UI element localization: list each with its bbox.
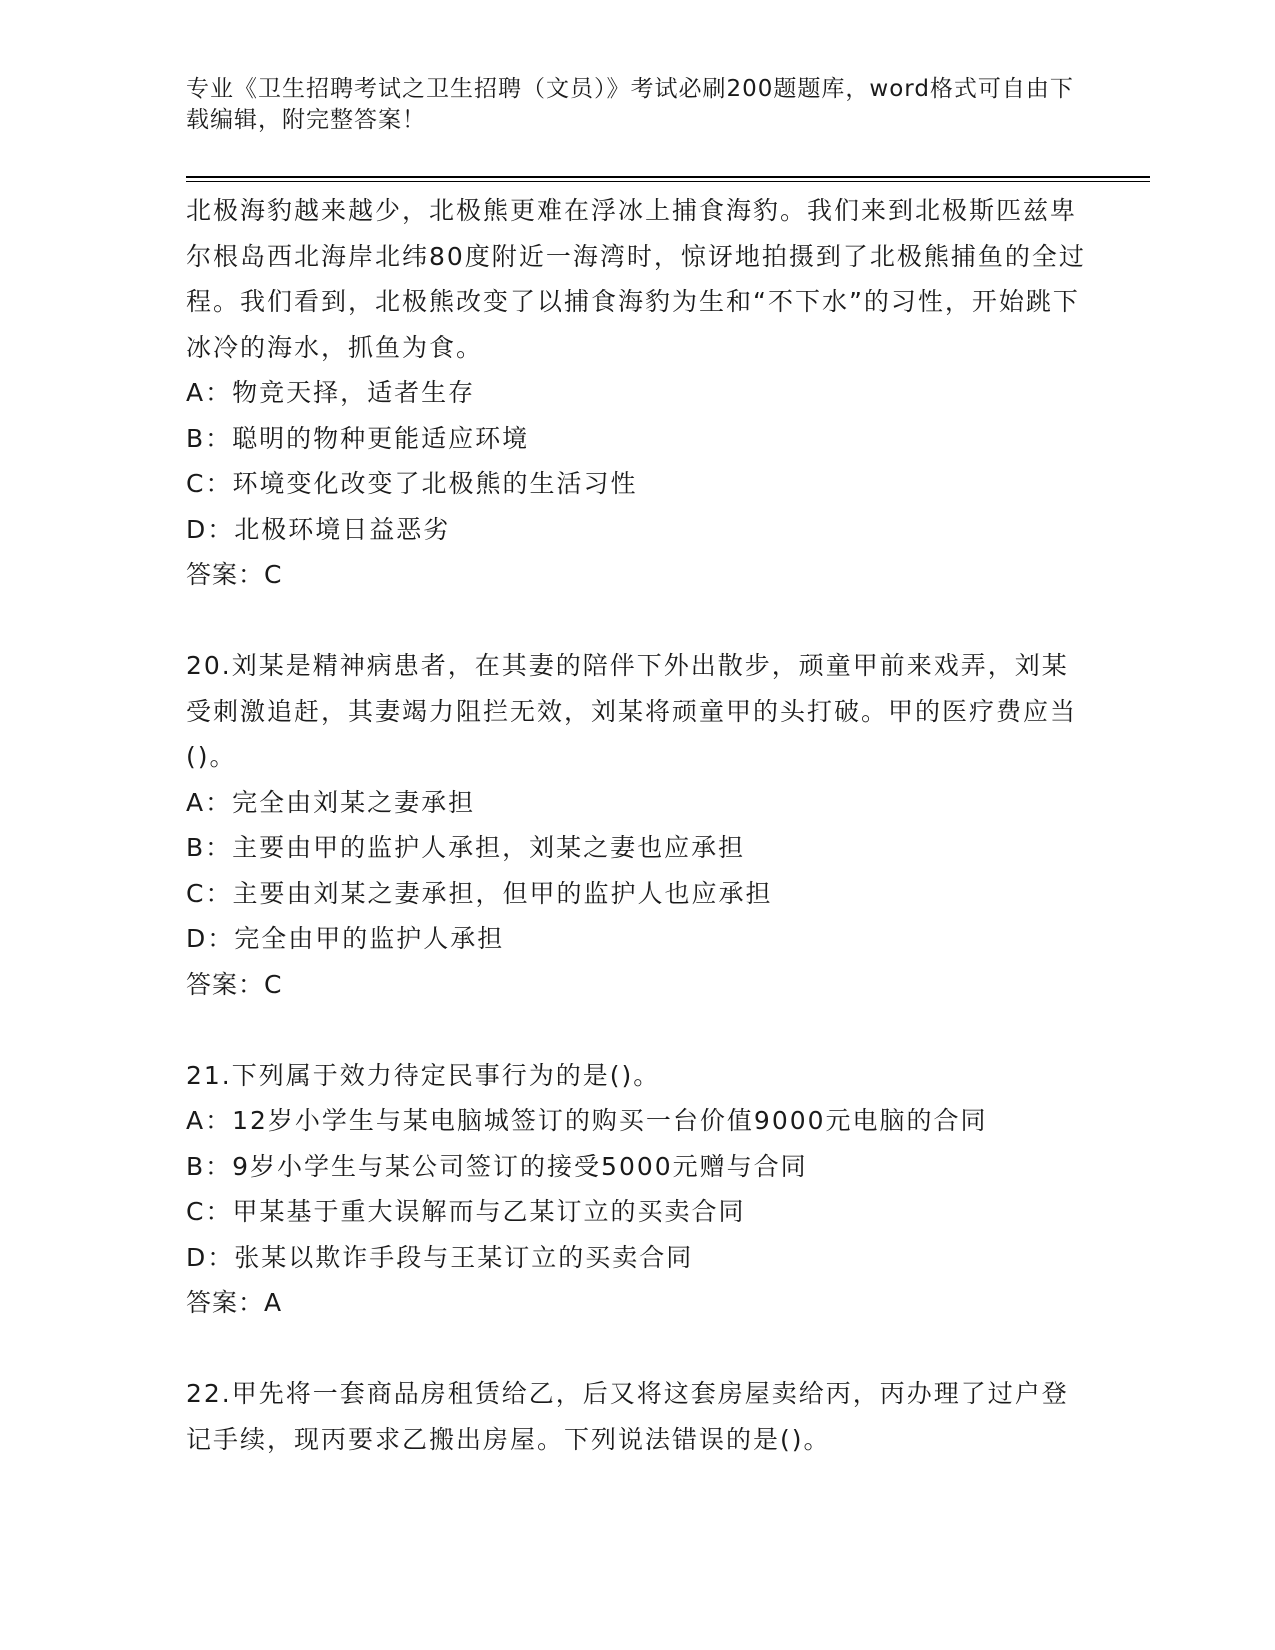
option-a: A：完全由刘某之妻承担 — [186, 787, 476, 817]
option-b: B：聪明的物种更能适应环境 — [186, 423, 530, 453]
option-c: C：环境变化改变了北极熊的生活习性 — [186, 469, 638, 498]
option-d: D：北极环境日益恶劣 — [186, 514, 451, 544]
question-stem: 20.刘某是精神病患者，在其妻的陪伴下外出散步，顽童甲前来戏弄，刘某受刺激追赶，其妻竭力阻拦无效，刘某将顽童甲的头打破。甲的医疗费应当()。 — [186, 651, 1078, 771]
option-b: B：主要由甲的监护人承担，刘某之妻也应承担 — [186, 833, 746, 862]
answer-line: 答案：C — [186, 969, 283, 999]
document-header: 专业《卫生招聘考试之卫生招聘（文员）》考试必刷200题题库，word格式可自由下载编辑，附完整答案！ — [186, 76, 1074, 133]
option-d: D：完全由甲的监护人承担 — [186, 924, 505, 953]
question-block — [186, 188, 1086, 598]
question-block — [186, 1371, 1086, 1462]
option-c: C：甲某基于重大误解而与乙某订立的买卖合同 — [186, 1197, 746, 1226]
option-a: A：12岁小学生与某电脑城签订的购买一台价值9000元电脑的合同 — [186, 1106, 988, 1135]
option-a: A：物竞天择，适者生存 — [186, 378, 476, 407]
question-stem: 22.甲先将一套商品房租赁给乙，后又将这套房屋卖给丙，丙办理了过户登记手续，现丙要求乙搬出房屋。下列说法错误的是()。 — [186, 1379, 1069, 1454]
answer-line: 答案：C — [186, 560, 283, 589]
option-c: C：主要由刘某之妻承担，但甲的监护人也应承担 — [186, 878, 773, 908]
header-divider-thin — [186, 181, 1150, 182]
question-stem: 21.下列属于效力待定民事行为的是()。 — [186, 1060, 661, 1090]
question-stem: 北极海豹越来越少，北极熊更难在浮冰上捕食海豹。我们来到北极斯匹兹卑尔根岛西北海岸北纬80度附近一海湾时，惊讶地拍摄到了北极熊捕鱼的全过程。我们看到，北极熊改变了以捕食海豹为生和“不下水”的习性，开始跳下冰冷的海水，抓鱼为食。 — [186, 196, 1086, 362]
answer-line: 答案：A — [186, 1288, 283, 1317]
document-body — [186, 188, 1086, 1462]
option-d: D：张某以欺诈手段与王某订立的买卖合同 — [186, 1242, 694, 1272]
option-b: B：9岁小学生与某公司签订的接受5000元赠与合同 — [186, 1151, 808, 1181]
question-block — [186, 643, 1086, 1007]
header-divider-thick — [186, 176, 1150, 178]
question-block — [186, 1053, 1086, 1326]
